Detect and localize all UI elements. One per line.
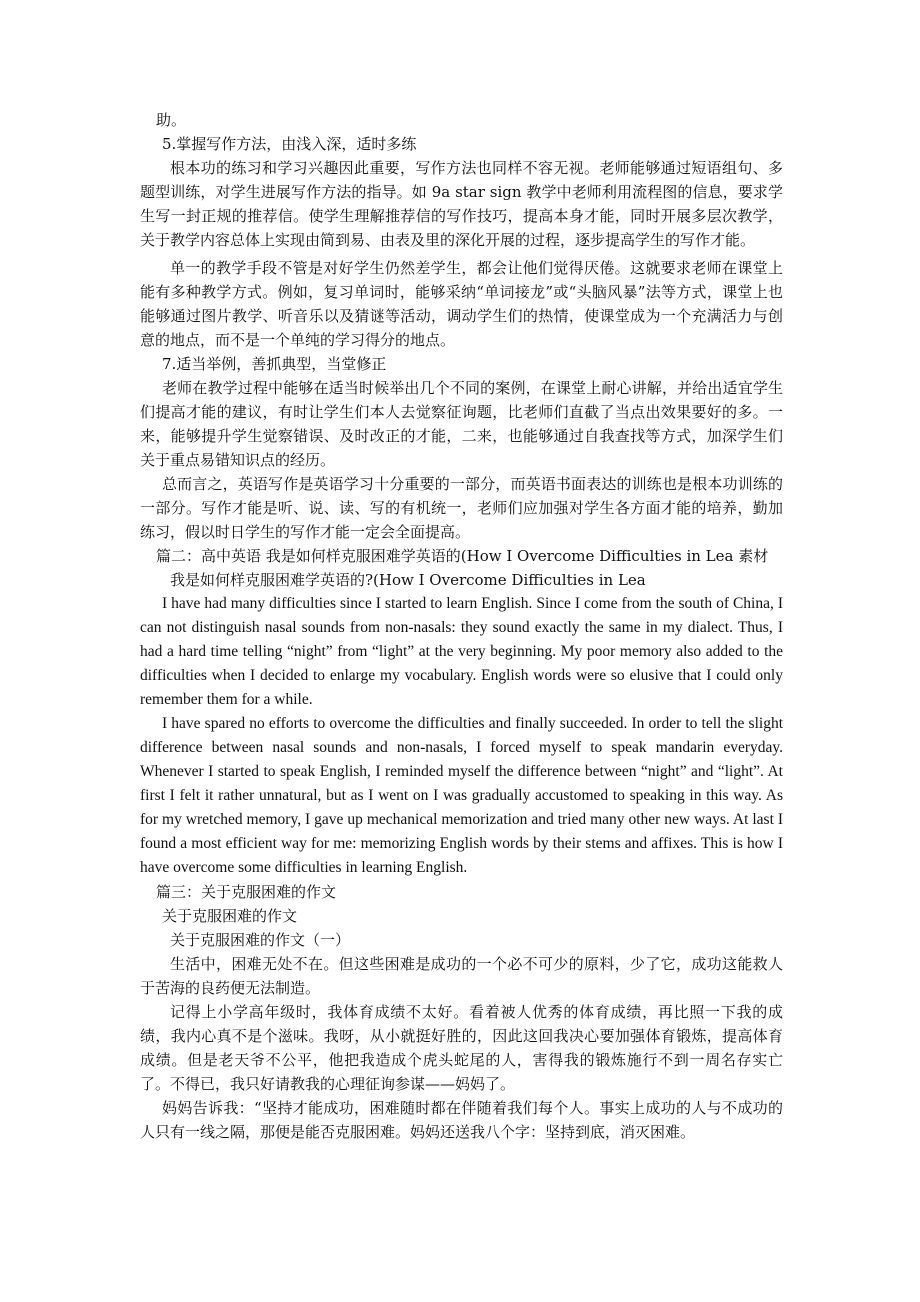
section-heading-5: 5.掌握写作方法，由浅入深，适时多练	[162, 135, 417, 153]
essay-paragraph-1: 生活中，困难无处不在。但这些困难是成功的一个必不可少的原料，少了它，成功这能救人于苦海的良药便无法制造。	[140, 955, 783, 997]
essay-paragraph-3: 妈妈告诉我：“坚持才能成功，困难随时都在伴随着我们每个人。事实上成功的人与不成功的人只有一线之隔，那便是能否克服困难。妈妈还送我八个字：坚持到底，消灭困难。	[140, 1099, 783, 1141]
paragraph-writing-method: 根本功的练习和学习兴趣因此重要，写作方法也同样不容无视。老师能够通过短语组句、多题型训练，对学生进展写作方法的指导。如 9a star sign 教学中老师利用流程图的信息，要求学生写一封正规的推荐信。使学生理解推荐信的写作技巧，提高本身才能，同时开展多层次教学，关于教学内容总体上实现由简到易、由表及里的深化开展的过程，逐步提高学生的写作才能。	[140, 159, 783, 249]
paragraph-teaching-methods: 单一的教学手段不管是对好学生仍然差学生，都会让他们觉得厌倦。这就要求老师在课堂上能有多种教学方式。例如，复习单词时，能够采纳“单词接龙”或“头脑风暴”法等方式，课堂上也能够通过图片教学、听音乐以及猜谜等活动，调动学生们的热情，使课堂成为一个充满活力与创意的地点，而不是一个单纯的学习得分的地点。	[140, 259, 783, 349]
paragraph-continuation: 助。	[156, 111, 187, 129]
article-two-subtitle: 我是如何样克服困难学英语的?(How I Overcome Difficulties in Lea	[170, 571, 646, 589]
paragraph-summary: 总而言之，英语写作是英语学习十分重要的一部分，而英语书面表达的训练也是根本功训练的一部分。写作才能是听、说、读、写的有机统一，老师们应加强对学生各方面才能的培养，勤加练习，假以时日学生的写作才能一定会全面提高。	[140, 475, 783, 541]
essay-paragraph-2: 记得上小学高年级时，我体育成绩不太好。看着被人优秀的体育成绩，再比照一下我的成绩，我内心真不是个滋味。我呀，从小就挺好胜的，因此这回我决心要加强体育锻炼，提高体育成绩。但是老天爷不公平，他把我造成个虎头蛇尾的人，害得我的锻炼施行不到一周名存实亡了。不得已，我只好请教我的心理征询参谋——妈妈了。	[140, 1003, 783, 1093]
article-two-title: 篇二：高中英语 我是如何样克服困难学英语的(How I Overcome Difficulties in Lea 素材	[156, 547, 769, 565]
article-three-title: 篇三：关于克服困难的作文	[156, 883, 337, 901]
english-paragraph-1: I have had many difficulties since I started to learn English. Since I come from the south of China, I can not distinguish nasal sounds from non-nasals: they sound exactly the same in my dialect. Thus, I had a hard time telling “night” from “light” at the very beginning. My poor memory also added to the difficulties when I decided to enlarge my vocabulary. English words were so elusive that I could only remember them for a while.	[140, 595, 783, 708]
document-page	[140, 108, 783, 1144]
english-paragraph-2: I have spared no efforts to overcome the difficulties and finally succeeded. In order to tell the slight difference between nasal sounds and non-nasals, I forced myself to speak mandarin everyday. Whenever I started to speak English, I reminded myself the difference between “night” and “light”. At first I felt it rather unnatural, but as I went on I was gradually accustomed to speaking in this way. As for my wretched memory, I gave up mechanical memorization and tried many other new ways. At last I found a most efficient way for me: memorizing English words by their stems and affixes. This is how I have overcome some difficulties in learning English.	[140, 715, 783, 876]
section-heading-7: 7.适当举例，善抓典型，当堂修正	[162, 355, 387, 373]
essay-title: 关于克服困难的作文	[162, 907, 298, 925]
paragraph-examples: 老师在教学过程中能够在适当时候举出几个不同的案例，在课堂上耐心讲解，并给出适宜学生们提高才能的建议，有时让学生们本人去觉察征询题，比老师们直截了当点出效果要好的多。一来，能够提升学生觉察错误、及时改正的才能，二来，也能够通过自我查找等方式，加深学生们关于重点易错知识点的经历。	[140, 379, 783, 469]
essay-subtitle: 关于克服困难的作文（一）	[170, 931, 351, 949]
